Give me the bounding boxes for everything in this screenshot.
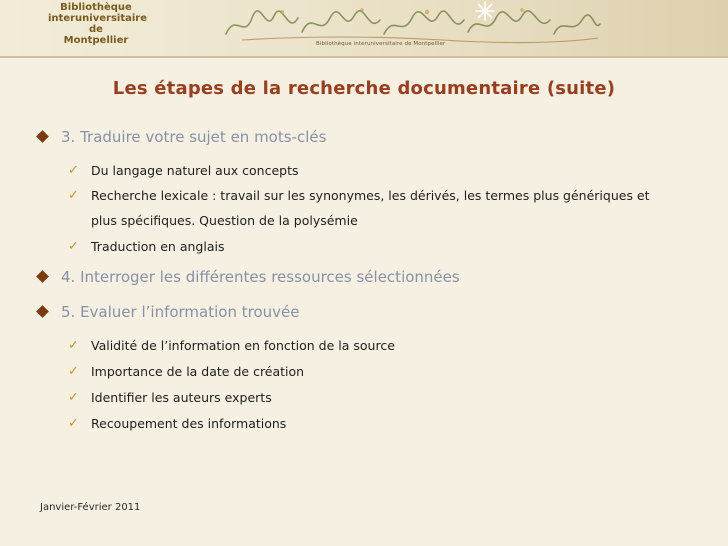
list-item-text: Traduction en anglais xyxy=(91,239,225,254)
list-item-text: Du langage naturel aux concepts xyxy=(91,163,299,178)
checkmark-icon: ✓ xyxy=(68,390,79,405)
checkmark-icon: ✓ xyxy=(68,239,79,254)
list-item-text: plus spécifiques. Question de la polysémie xyxy=(91,213,358,228)
logo-line: interuniversitaire xyxy=(48,13,147,24)
section-label: 3. Traduire votre sujet en mots-clés xyxy=(61,128,327,146)
library-logo xyxy=(48,2,147,46)
diamond-bullet-icon xyxy=(36,270,49,283)
diamond-bullet-icon xyxy=(36,305,49,318)
checkmark-icon: ✓ xyxy=(68,338,79,353)
logo-line: de xyxy=(89,24,103,35)
list-item-text: Validité de l’information en fonction de la source xyxy=(91,338,395,353)
list-item-text: Recoupement des informations xyxy=(91,416,287,431)
header-banner xyxy=(0,0,728,58)
list-item-text: Recherche lexicale : travail sur les synonymes, les dérivés, les termes plus génériques et xyxy=(91,188,650,203)
section-label: 4. Interroger les différentes ressources sélectionnées xyxy=(61,268,460,286)
banner-subtitle: Bibliothèque interuniversitaire de Montpellier xyxy=(316,41,446,47)
checkmark-icon: ✓ xyxy=(68,188,79,203)
diamond-bullet-icon xyxy=(36,130,49,143)
section-label: 5. Evaluer l’information trouvée xyxy=(61,303,300,321)
footer-date: Janvier-Février 2011 xyxy=(40,502,141,513)
checkmark-icon: ✓ xyxy=(68,416,79,431)
handwritten-script-decoration-icon xyxy=(222,4,602,44)
checkmark-icon: ✓ xyxy=(68,364,79,379)
logo-line: Montpellier xyxy=(63,35,129,46)
star-flower-icon xyxy=(474,0,496,22)
logo-line: Bibliothèque xyxy=(60,2,132,13)
slide-title: Les étapes de la recherche documentaire (suite) xyxy=(112,78,616,99)
list-item-text: Identifier les auteurs experts xyxy=(91,390,272,405)
list-item-text: Importance de la date de création xyxy=(91,364,305,379)
checkmark-icon: ✓ xyxy=(68,163,79,178)
